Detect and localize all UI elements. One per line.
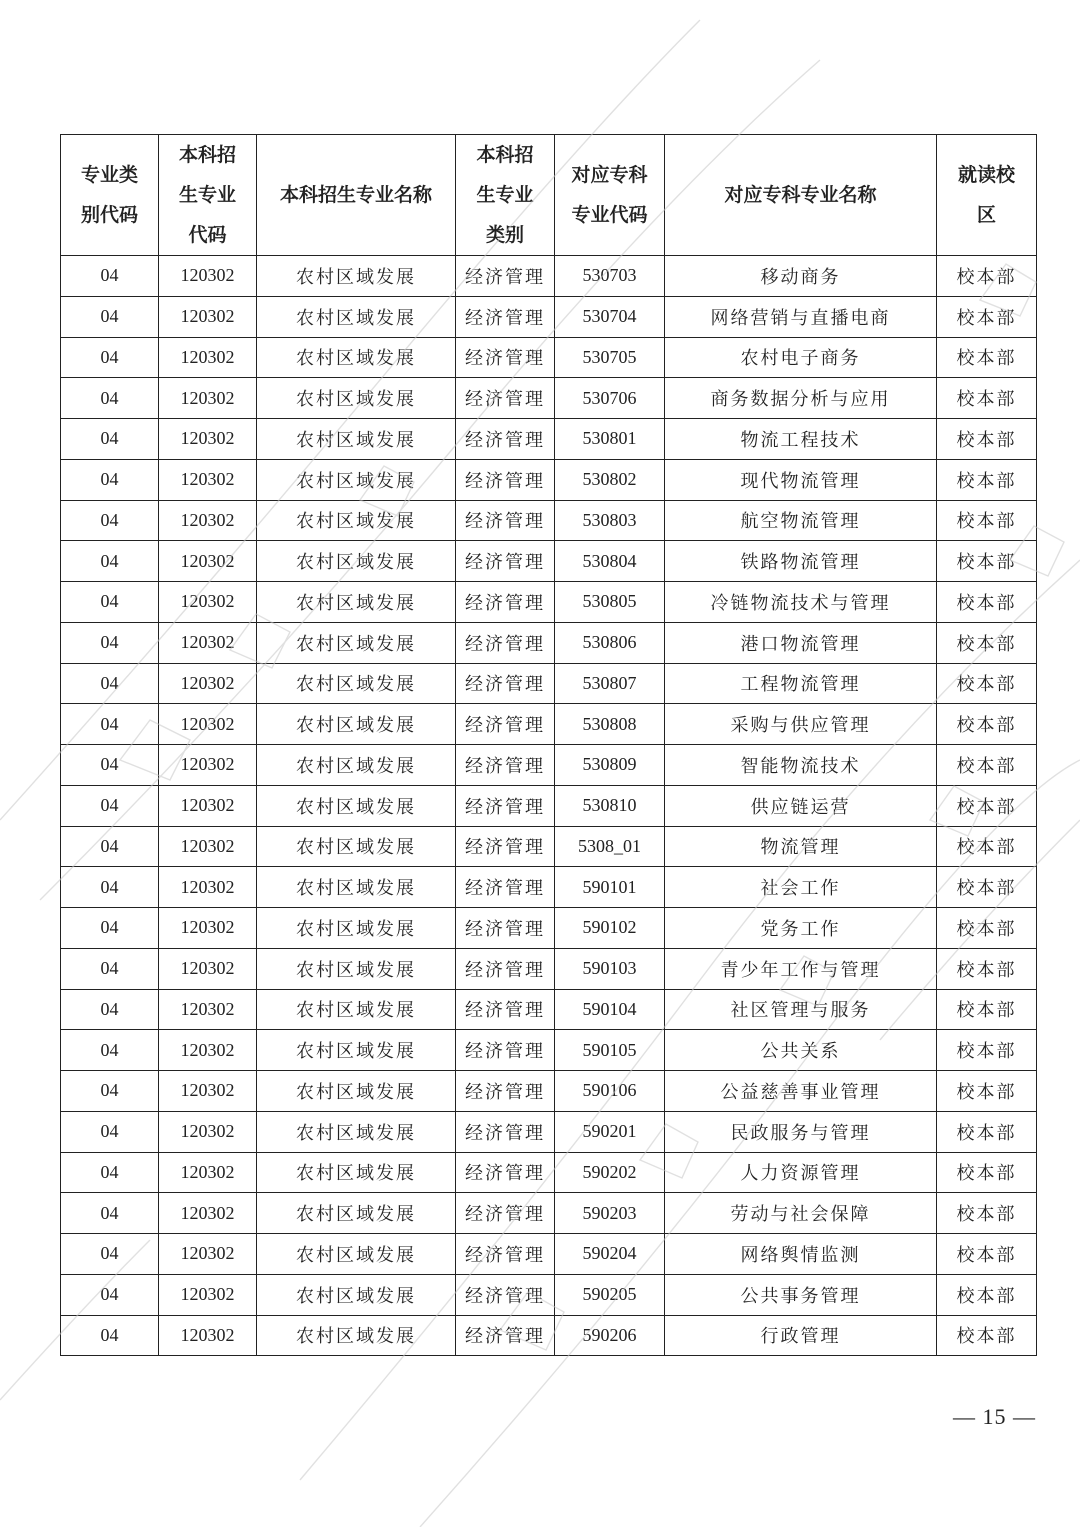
cell-associate-code: 590203 <box>555 1193 665 1234</box>
cell-campus: 校本部 <box>937 1234 1037 1275</box>
table-row <box>61 826 1037 867</box>
cell-campus: 校本部 <box>937 459 1037 500</box>
table-row <box>61 1234 1037 1275</box>
cell-bachelor-code: 120302 <box>159 867 257 908</box>
cell-associate-code: 590201 <box>555 1111 665 1152</box>
cell-bachelor-name: 农村区域发展 <box>257 1274 456 1315</box>
cell-category-code: 04 <box>61 622 159 663</box>
cell-bachelor-name: 农村区域发展 <box>257 419 456 460</box>
cell-bachelor-name: 农村区域发展 <box>257 704 456 745</box>
cell-bachelor-code: 120302 <box>159 1111 257 1152</box>
cell-bachelor-name: 农村区域发展 <box>257 1030 456 1071</box>
cell-category-code: 04 <box>61 1071 159 1112</box>
cell-associate-code: 530704 <box>555 296 665 337</box>
cell-bachelor-code: 120302 <box>159 500 257 541</box>
cell-associate-name: 网络舆情监测 <box>665 1234 937 1275</box>
cell-bachelor-type: 经济管理 <box>456 704 555 745</box>
cell-associate-code: 530809 <box>555 745 665 786</box>
cell-bachelor-type: 经济管理 <box>456 378 555 419</box>
table-row <box>61 500 1037 541</box>
table-row <box>61 459 1037 500</box>
cell-associate-code: 590104 <box>555 989 665 1030</box>
cell-associate-code: 530805 <box>555 582 665 623</box>
table-row <box>61 582 1037 623</box>
table-body <box>61 256 1037 1356</box>
table-row <box>61 1193 1037 1234</box>
cell-associate-code: 530802 <box>555 459 665 500</box>
table-row <box>61 989 1037 1030</box>
table-row <box>61 378 1037 419</box>
cell-associate-code: 530804 <box>555 541 665 582</box>
cell-category-code: 04 <box>61 1274 159 1315</box>
cell-bachelor-name: 农村区域发展 <box>257 296 456 337</box>
cell-bachelor-name: 农村区域发展 <box>257 1315 456 1356</box>
cell-campus: 校本部 <box>937 1274 1037 1315</box>
cell-associate-name: 港口物流管理 <box>665 622 937 663</box>
majors-table <box>60 134 1037 1356</box>
cell-associate-code: 590206 <box>555 1315 665 1356</box>
cell-bachelor-type: 经济管理 <box>456 989 555 1030</box>
cell-associate-code: 590106 <box>555 1071 665 1112</box>
cell-category-code: 04 <box>61 989 159 1030</box>
cell-associate-code: 590102 <box>555 908 665 949</box>
cell-bachelor-code: 120302 <box>159 622 257 663</box>
cell-associate-code: 530808 <box>555 704 665 745</box>
header-campus: 就读校区 <box>937 135 1037 256</box>
cell-campus: 校本部 <box>937 582 1037 623</box>
cell-category-code: 04 <box>61 1234 159 1275</box>
cell-bachelor-name: 农村区域发展 <box>257 1111 456 1152</box>
cell-bachelor-type: 经济管理 <box>456 256 555 297</box>
cell-bachelor-type: 经济管理 <box>456 663 555 704</box>
table-row <box>61 1030 1037 1071</box>
cell-associate-name: 人力资源管理 <box>665 1152 937 1193</box>
cell-bachelor-code: 120302 <box>159 1152 257 1193</box>
cell-campus: 校本部 <box>937 785 1037 826</box>
cell-associate-code: 530810 <box>555 785 665 826</box>
cell-category-code: 04 <box>61 256 159 297</box>
table-row <box>61 622 1037 663</box>
cell-category-code: 04 <box>61 826 159 867</box>
cell-associate-code: 530705 <box>555 337 665 378</box>
cell-bachelor-name: 农村区域发展 <box>257 908 456 949</box>
cell-campus: 校本部 <box>937 1030 1037 1071</box>
cell-category-code: 04 <box>61 419 159 460</box>
cell-associate-name: 物流管理 <box>665 826 937 867</box>
cell-associate-code: 530706 <box>555 378 665 419</box>
cell-associate-code: 530801 <box>555 419 665 460</box>
cell-campus: 校本部 <box>937 1193 1037 1234</box>
cell-bachelor-type: 经济管理 <box>456 582 555 623</box>
cell-bachelor-type: 经济管理 <box>456 1030 555 1071</box>
cell-associate-name: 社会工作 <box>665 867 937 908</box>
cell-bachelor-name: 农村区域发展 <box>257 1071 456 1112</box>
cell-bachelor-type: 经济管理 <box>456 908 555 949</box>
cell-campus: 校本部 <box>937 500 1037 541</box>
cell-associate-name: 商务数据分析与应用 <box>665 378 937 419</box>
cell-category-code: 04 <box>61 296 159 337</box>
cell-bachelor-type: 经济管理 <box>456 826 555 867</box>
cell-associate-code: 590205 <box>555 1274 665 1315</box>
table-row <box>61 1111 1037 1152</box>
table-row <box>61 704 1037 745</box>
cell-campus: 校本部 <box>937 908 1037 949</box>
cell-associate-name: 劳动与社会保障 <box>665 1193 937 1234</box>
cell-bachelor-name: 农村区域发展 <box>257 745 456 786</box>
table-row <box>61 296 1037 337</box>
header-bachelor-type: 本科招生专业类别 <box>456 135 555 256</box>
cell-bachelor-type: 经济管理 <box>456 500 555 541</box>
cell-category-code: 04 <box>61 1152 159 1193</box>
cell-campus: 校本部 <box>937 419 1037 460</box>
cell-associate-name: 公益慈善事业管理 <box>665 1071 937 1112</box>
cell-bachelor-name: 农村区域发展 <box>257 663 456 704</box>
cell-associate-code: 530807 <box>555 663 665 704</box>
cell-bachelor-code: 120302 <box>159 1274 257 1315</box>
cell-campus: 校本部 <box>937 826 1037 867</box>
cell-associate-code: 530803 <box>555 500 665 541</box>
header-bachelor-code: 本科招生专业代码 <box>159 135 257 256</box>
cell-bachelor-name: 农村区域发展 <box>257 1234 456 1275</box>
table-row <box>61 256 1037 297</box>
page-number: — 15 — <box>953 1404 1036 1429</box>
cell-bachelor-name: 农村区域发展 <box>257 826 456 867</box>
table-row <box>61 541 1037 582</box>
cell-associate-name: 农村电子商务 <box>665 337 937 378</box>
cell-bachelor-name: 农村区域发展 <box>257 989 456 1030</box>
cell-bachelor-code: 120302 <box>159 1030 257 1071</box>
table-header-row <box>61 135 1037 256</box>
cell-bachelor-type: 经济管理 <box>456 867 555 908</box>
table-row <box>61 745 1037 786</box>
cell-associate-code: 530806 <box>555 622 665 663</box>
cell-associate-code: 530703 <box>555 256 665 297</box>
cell-bachelor-code: 120302 <box>159 296 257 337</box>
cell-category-code: 04 <box>61 500 159 541</box>
cell-bachelor-type: 经济管理 <box>456 1274 555 1315</box>
cell-bachelor-code: 120302 <box>159 582 257 623</box>
cell-category-code: 04 <box>61 745 159 786</box>
cell-associate-name: 智能物流技术 <box>665 745 937 786</box>
cell-category-code: 04 <box>61 541 159 582</box>
cell-bachelor-type: 经济管理 <box>456 1315 555 1356</box>
table-row <box>61 948 1037 989</box>
cell-bachelor-type: 经济管理 <box>456 1152 555 1193</box>
table-row <box>61 785 1037 826</box>
cell-bachelor-code: 120302 <box>159 1193 257 1234</box>
cell-associate-name: 网络营销与直播电商 <box>665 296 937 337</box>
cell-associate-name: 采购与供应管理 <box>665 704 937 745</box>
cell-bachelor-name: 农村区域发展 <box>257 256 456 297</box>
cell-associate-code: 590204 <box>555 1234 665 1275</box>
cell-bachelor-code: 120302 <box>159 1234 257 1275</box>
cell-category-code: 04 <box>61 663 159 704</box>
cell-bachelor-code: 120302 <box>159 337 257 378</box>
cell-category-code: 04 <box>61 1111 159 1152</box>
cell-bachelor-code: 120302 <box>159 745 257 786</box>
cell-bachelor-type: 经济管理 <box>456 296 555 337</box>
cell-bachelor-code: 120302 <box>159 256 257 297</box>
cell-associate-name: 物流工程技术 <box>665 419 937 460</box>
cell-associate-name: 工程物流管理 <box>665 663 937 704</box>
table-row <box>61 1071 1037 1112</box>
cell-associate-code: 590202 <box>555 1152 665 1193</box>
cell-bachelor-type: 经济管理 <box>456 622 555 663</box>
cell-category-code: 04 <box>61 867 159 908</box>
cell-category-code: 04 <box>61 1193 159 1234</box>
cell-bachelor-code: 120302 <box>159 378 257 419</box>
cell-bachelor-code: 120302 <box>159 459 257 500</box>
cell-associate-name: 现代物流管理 <box>665 459 937 500</box>
cell-associate-code: 5308_01 <box>555 826 665 867</box>
header-bachelor-name: 本科招生专业名称 <box>257 135 456 256</box>
cell-campus: 校本部 <box>937 1111 1037 1152</box>
cell-associate-name: 冷链物流技术与管理 <box>665 582 937 623</box>
cell-campus: 校本部 <box>937 745 1037 786</box>
cell-campus: 校本部 <box>937 867 1037 908</box>
cell-bachelor-code: 120302 <box>159 419 257 460</box>
cell-category-code: 04 <box>61 582 159 623</box>
cell-associate-name: 移动商务 <box>665 256 937 297</box>
table-row <box>61 337 1037 378</box>
cell-bachelor-type: 经济管理 <box>456 1071 555 1112</box>
cell-campus: 校本部 <box>937 1071 1037 1112</box>
cell-category-code: 04 <box>61 948 159 989</box>
cell-bachelor-name: 农村区域发展 <box>257 500 456 541</box>
cell-category-code: 04 <box>61 378 159 419</box>
cell-campus: 校本部 <box>937 663 1037 704</box>
cell-bachelor-code: 120302 <box>159 1315 257 1356</box>
cell-campus: 校本部 <box>937 948 1037 989</box>
cell-campus: 校本部 <box>937 541 1037 582</box>
cell-associate-code: 590103 <box>555 948 665 989</box>
cell-campus: 校本部 <box>937 256 1037 297</box>
cell-bachelor-name: 农村区域发展 <box>257 582 456 623</box>
cell-bachelor-type: 经济管理 <box>456 419 555 460</box>
cell-bachelor-name: 农村区域发展 <box>257 867 456 908</box>
cell-bachelor-type: 经济管理 <box>456 1111 555 1152</box>
cell-bachelor-name: 农村区域发展 <box>257 541 456 582</box>
cell-associate-name: 民政服务与管理 <box>665 1111 937 1152</box>
cell-associate-name: 党务工作 <box>665 908 937 949</box>
cell-associate-name: 行政管理 <box>665 1315 937 1356</box>
cell-associate-name: 公共事务管理 <box>665 1274 937 1315</box>
cell-bachelor-type: 经济管理 <box>456 459 555 500</box>
cell-bachelor-code: 120302 <box>159 989 257 1030</box>
cell-bachelor-type: 经济管理 <box>456 1234 555 1275</box>
table-row <box>61 1274 1037 1315</box>
cell-bachelor-name: 农村区域发展 <box>257 1193 456 1234</box>
cell-campus: 校本部 <box>937 296 1037 337</box>
header-associate-code: 对应专科专业代码 <box>555 135 665 256</box>
cell-bachelor-code: 120302 <box>159 948 257 989</box>
cell-bachelor-code: 120302 <box>159 785 257 826</box>
cell-campus: 校本部 <box>937 1315 1037 1356</box>
table-row <box>61 1152 1037 1193</box>
cell-bachelor-type: 经济管理 <box>456 337 555 378</box>
cell-category-code: 04 <box>61 459 159 500</box>
cell-bachelor-code: 120302 <box>159 1071 257 1112</box>
cell-campus: 校本部 <box>937 989 1037 1030</box>
cell-associate-code: 590105 <box>555 1030 665 1071</box>
cell-category-code: 04 <box>61 785 159 826</box>
cell-bachelor-type: 经济管理 <box>456 948 555 989</box>
cell-bachelor-name: 农村区域发展 <box>257 948 456 989</box>
cell-bachelor-type: 经济管理 <box>456 785 555 826</box>
cell-category-code: 04 <box>61 704 159 745</box>
table-row <box>61 419 1037 460</box>
cell-campus: 校本部 <box>937 337 1037 378</box>
cell-campus: 校本部 <box>937 378 1037 419</box>
cell-associate-code: 590101 <box>555 867 665 908</box>
table-row <box>61 663 1037 704</box>
cell-associate-name: 社区管理与服务 <box>665 989 937 1030</box>
cell-campus: 校本部 <box>937 622 1037 663</box>
cell-bachelor-name: 农村区域发展 <box>257 337 456 378</box>
header-associate-name: 对应专科专业名称 <box>665 135 937 256</box>
cell-category-code: 04 <box>61 1315 159 1356</box>
cell-bachelor-code: 120302 <box>159 541 257 582</box>
cell-category-code: 04 <box>61 337 159 378</box>
cell-bachelor-name: 农村区域发展 <box>257 459 456 500</box>
table-row <box>61 1315 1037 1356</box>
table-row <box>61 867 1037 908</box>
cell-associate-name: 青少年工作与管理 <box>665 948 937 989</box>
cell-associate-name: 供应链运营 <box>665 785 937 826</box>
cell-bachelor-type: 经济管理 <box>456 745 555 786</box>
cell-bachelor-type: 经济管理 <box>456 541 555 582</box>
cell-bachelor-code: 120302 <box>159 704 257 745</box>
cell-bachelor-type: 经济管理 <box>456 1193 555 1234</box>
cell-category-code: 04 <box>61 1030 159 1071</box>
cell-category-code: 04 <box>61 908 159 949</box>
cell-associate-name: 公共关系 <box>665 1030 937 1071</box>
cell-bachelor-name: 农村区域发展 <box>257 1152 456 1193</box>
cell-bachelor-name: 农村区域发展 <box>257 622 456 663</box>
cell-associate-name: 航空物流管理 <box>665 500 937 541</box>
cell-bachelor-code: 120302 <box>159 826 257 867</box>
cell-associate-name: 铁路物流管理 <box>665 541 937 582</box>
cell-bachelor-code: 120302 <box>159 908 257 949</box>
table-row <box>61 908 1037 949</box>
header-category-code: 专业类别代码 <box>61 135 159 256</box>
cell-bachelor-name: 农村区域发展 <box>257 785 456 826</box>
cell-bachelor-code: 120302 <box>159 663 257 704</box>
cell-bachelor-name: 农村区域发展 <box>257 378 456 419</box>
cell-campus: 校本部 <box>937 704 1037 745</box>
cell-campus: 校本部 <box>937 1152 1037 1193</box>
